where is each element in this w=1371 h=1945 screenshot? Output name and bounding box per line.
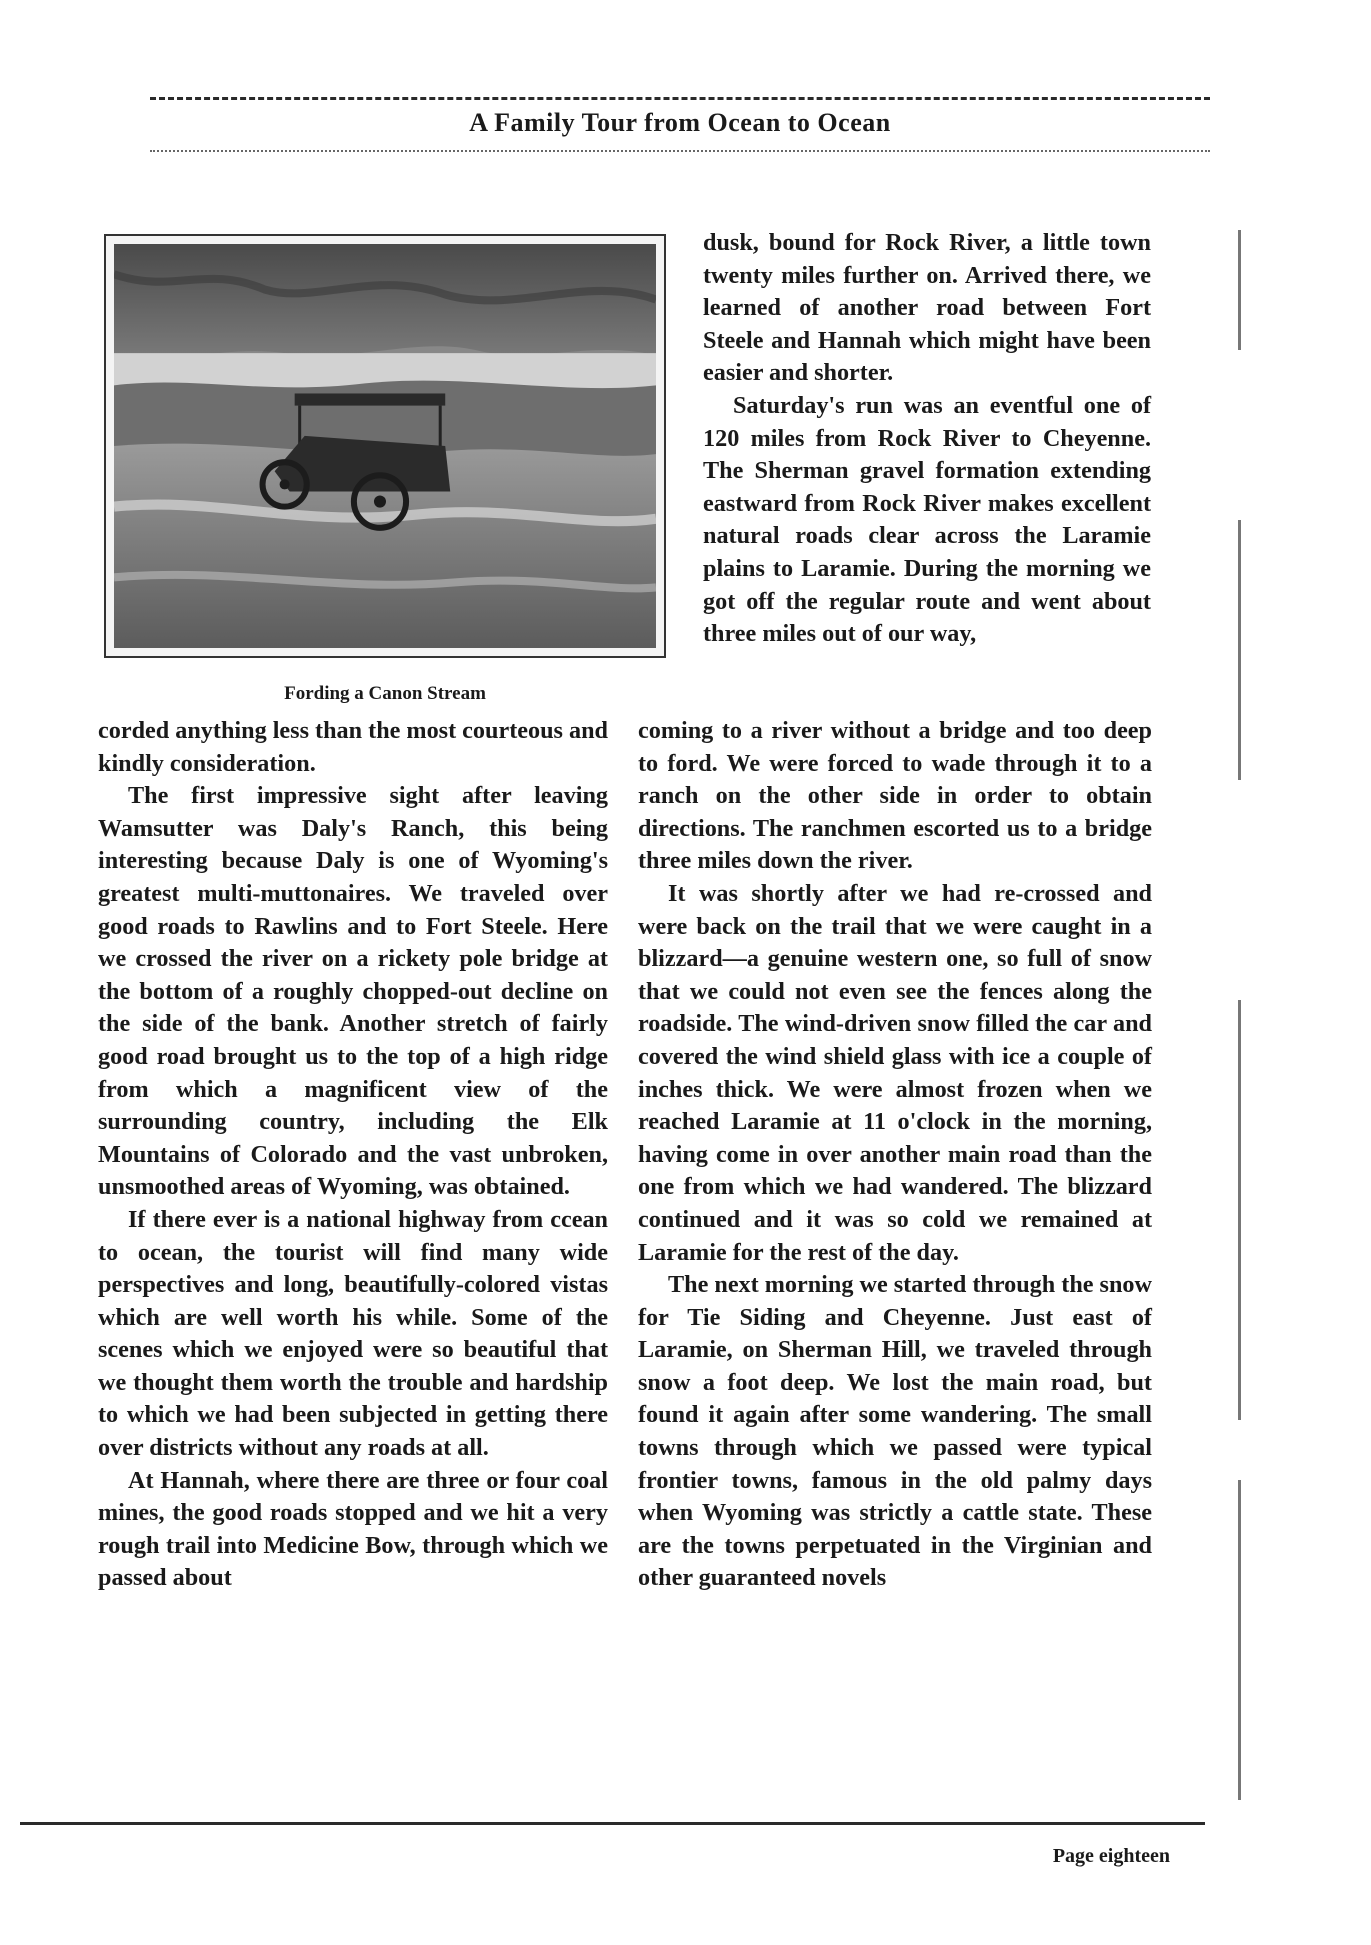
- fording-photo: [114, 244, 656, 648]
- scan-edge-mark: [1238, 1480, 1241, 1800]
- paragraph: The next morning we started through the snow for Tie Siding and Cheyenne. Just east of Laramie, on Sherman Hill, we traveled through snow a foot deep. We lost the main road, but found it again after some wandering. The small towns through which we passed were typical frontier towns, famous in the old palmy days when Wyoming was strictly a cattle state. These are the towns perpetuated in the Virginian and other guaranteed novels: [638, 1271, 1152, 1592]
- right-column-bottom: [638, 715, 1152, 1595]
- right-column-top: [703, 227, 1151, 651]
- scan-edge-mark: [1238, 1000, 1241, 1420]
- scan-edge-mark: [1238, 520, 1241, 780]
- scan-edge-mark: [1238, 230, 1241, 350]
- paragraph: coming to a river without a bridge and too deep to ford. We were forced to wade through it to a ranch on the other side in order to obtain directions. The ranchmen escorted us to a bridge three miles down the river.: [638, 717, 1152, 875]
- paragraph: corded anything less than the most courteous and kindly consideration.: [98, 717, 608, 777]
- photo-figure: [104, 234, 666, 658]
- paragraph: If there ever is a national highway from ccean to ocean, the tourist will find many wide perspectives and long, beautifully-colored vistas which are well worth his while. Some of the scenes which we enjoyed were so beautiful that we thought them worth the trouble and hardship to which we had been subjected in getting there over districts without any roads at all.: [98, 1205, 608, 1462]
- paragraph: At Hannah, where there are three or four coal mines, the good roads stopped and we hit a very rough trail into Medicine Bow, through which we passed about: [98, 1466, 608, 1592]
- paragraph: dusk, bound for Rock River, a little town twenty miles further on. Arrived there, we learned of another road between Fort Steele and Hannah which might have been easier and shorter.: [703, 229, 1151, 387]
- header-rule-bottom: [150, 150, 1210, 152]
- footer-rule: [20, 1822, 1205, 1825]
- left-column: [98, 715, 608, 1595]
- page-number: Page eighteen: [1052, 1845, 1170, 1867]
- paragraph: It was shortly after we had re-crossed and were back on the trail that we were caught in a blizzard—a genuine western one, so full of snow that we could not even see the fences along the roadside. The wind-driven snow filled the car and covered the wind shield glass with ice a couple of inches thick. We were almost frozen when we reached Laramie at 11 o'clock in the morning, having come in over another main road than the one from which we had wandered. The blizzard continued and it was so cold we remained at Laramie for the rest of the day.: [638, 879, 1152, 1266]
- paragraph: Saturday's run was an eventful one of 120 miles from Rock River to Cheyenne. The Sherman gravel formation extending eastward from Rock River makes excellent natural roads clear across the Laramie plains to Laramie. During the morning we got off the regular route and went about three miles out of our way,: [703, 391, 1151, 648]
- photo-caption: Fording a Canon Stream: [284, 683, 486, 704]
- paragraph: The first impressive sight after leaving Wamsutter was Daly's Ranch, this being interesting because Daly is one of Wyoming's greatest multi-muttonaires. We traveled over good roads to Rawlins and to Fort Steele. Here we crossed the river on a rickety pole bridge at the bottom of a roughly chopped-out decline on the side of the bank. Another stretch of fairly good road brought us to the top of a high ridge from which a magnificent view of the surrounding country, including the Elk Mountains of Colorado and the vast unbroken, unsmoothed areas of Wyoming, was obtained.: [98, 782, 608, 1201]
- header-rule-top: [150, 97, 1210, 100]
- running-head: A Family Tour from Ocean to Ocean: [469, 108, 891, 137]
